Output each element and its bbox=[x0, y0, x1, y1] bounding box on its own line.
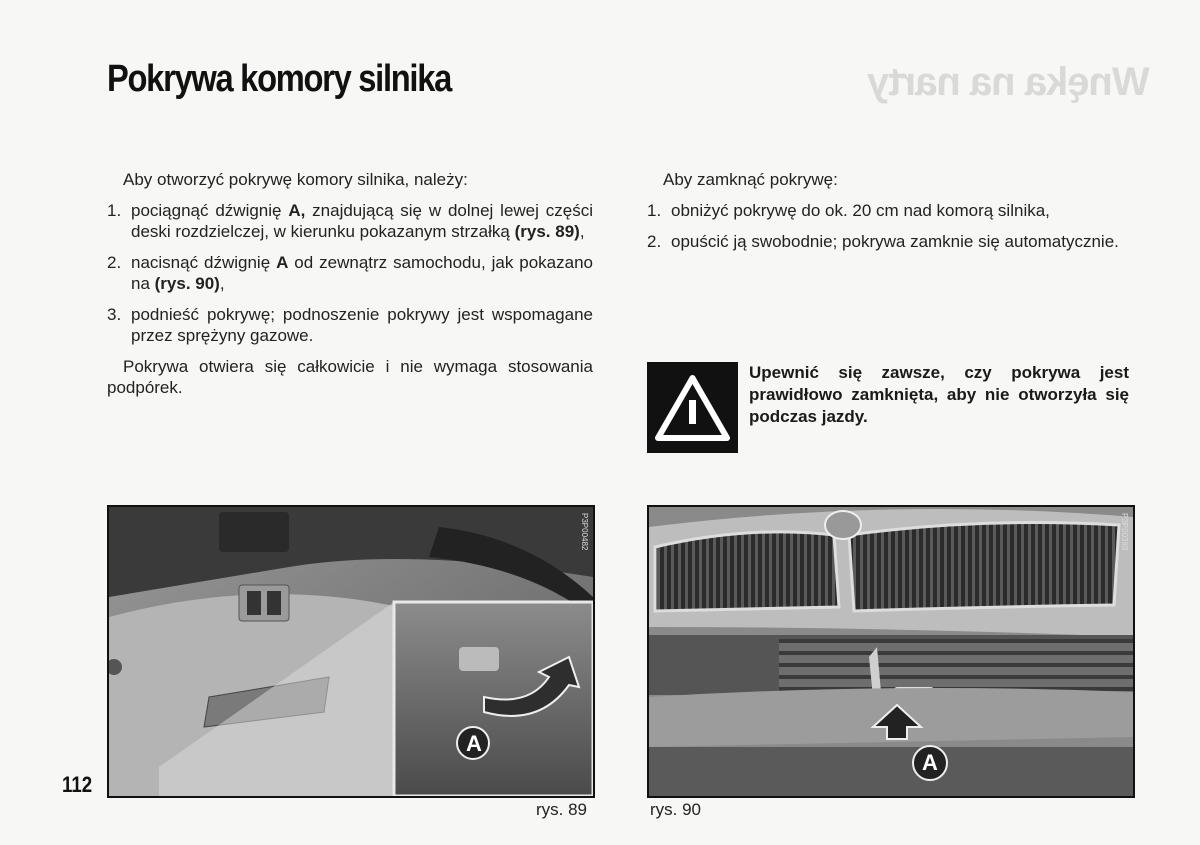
figure-90-caption: rys. 90 bbox=[650, 800, 702, 819]
label-a: A bbox=[466, 731, 482, 756]
page-number: 112 bbox=[62, 772, 93, 797]
label-a: A bbox=[922, 750, 938, 775]
photo-code: P3P00482 bbox=[580, 513, 589, 551]
bleed-through-text: Wnęka na narty bbox=[868, 60, 1150, 104]
warning-text: Upewnić się zawsze, czy pokrywa jest prawidłowo zamknięta, aby nie otworzyła się podczas jazdy. bbox=[749, 363, 1129, 426]
page-title: Pokrywa komory silnika bbox=[107, 58, 451, 100]
open-step: 3. podnieść pokrywę; podnoszenie pokrywy jest wspomagane przez sprężyny gazowe. bbox=[107, 305, 593, 345]
figure-89-photo bbox=[107, 505, 595, 798]
right-column bbox=[647, 169, 1137, 262]
open-note: Pokrywa otwiera się całkowicie i nie wymaga stosowania podpórek. bbox=[107, 357, 593, 397]
photo-code: P3P00393 bbox=[1120, 513, 1129, 551]
close-step: 1. obniżyć pokrywę do ok. 20 cm nad komorą silnika, bbox=[647, 201, 1050, 220]
open-step: 1. pociągnąć dźwignię A, znajdującą się w dolnej lewej części deski rozdzielczej, w kierunku pokazanym strzałką (rys. 89), bbox=[107, 201, 593, 241]
left-column bbox=[107, 169, 593, 398]
open-intro: Aby otworzyć pokrywę komory silnika, należy: bbox=[123, 170, 468, 189]
figure-89-caption: rys. 89 bbox=[536, 800, 588, 819]
figure-reference: (rys. 90) bbox=[154, 274, 220, 293]
open-steps bbox=[107, 200, 593, 346]
close-step: 2. opuścić ją swobodnie; pokrywa zamknie się automatycznie. bbox=[647, 232, 1119, 251]
figure-reference: (rys. 89) bbox=[514, 222, 580, 241]
warning-triangle-icon bbox=[647, 362, 738, 453]
warning-notice bbox=[647, 362, 1137, 454]
close-steps bbox=[647, 200, 1137, 252]
figure-90-photo bbox=[647, 505, 1135, 798]
open-step: 2. nacisnąć dźwignię A od zewnątrz samochodu, jak pokazano na (rys. 90), bbox=[107, 253, 593, 293]
close-intro: Aby zamknąć pokrywę: bbox=[663, 170, 838, 189]
